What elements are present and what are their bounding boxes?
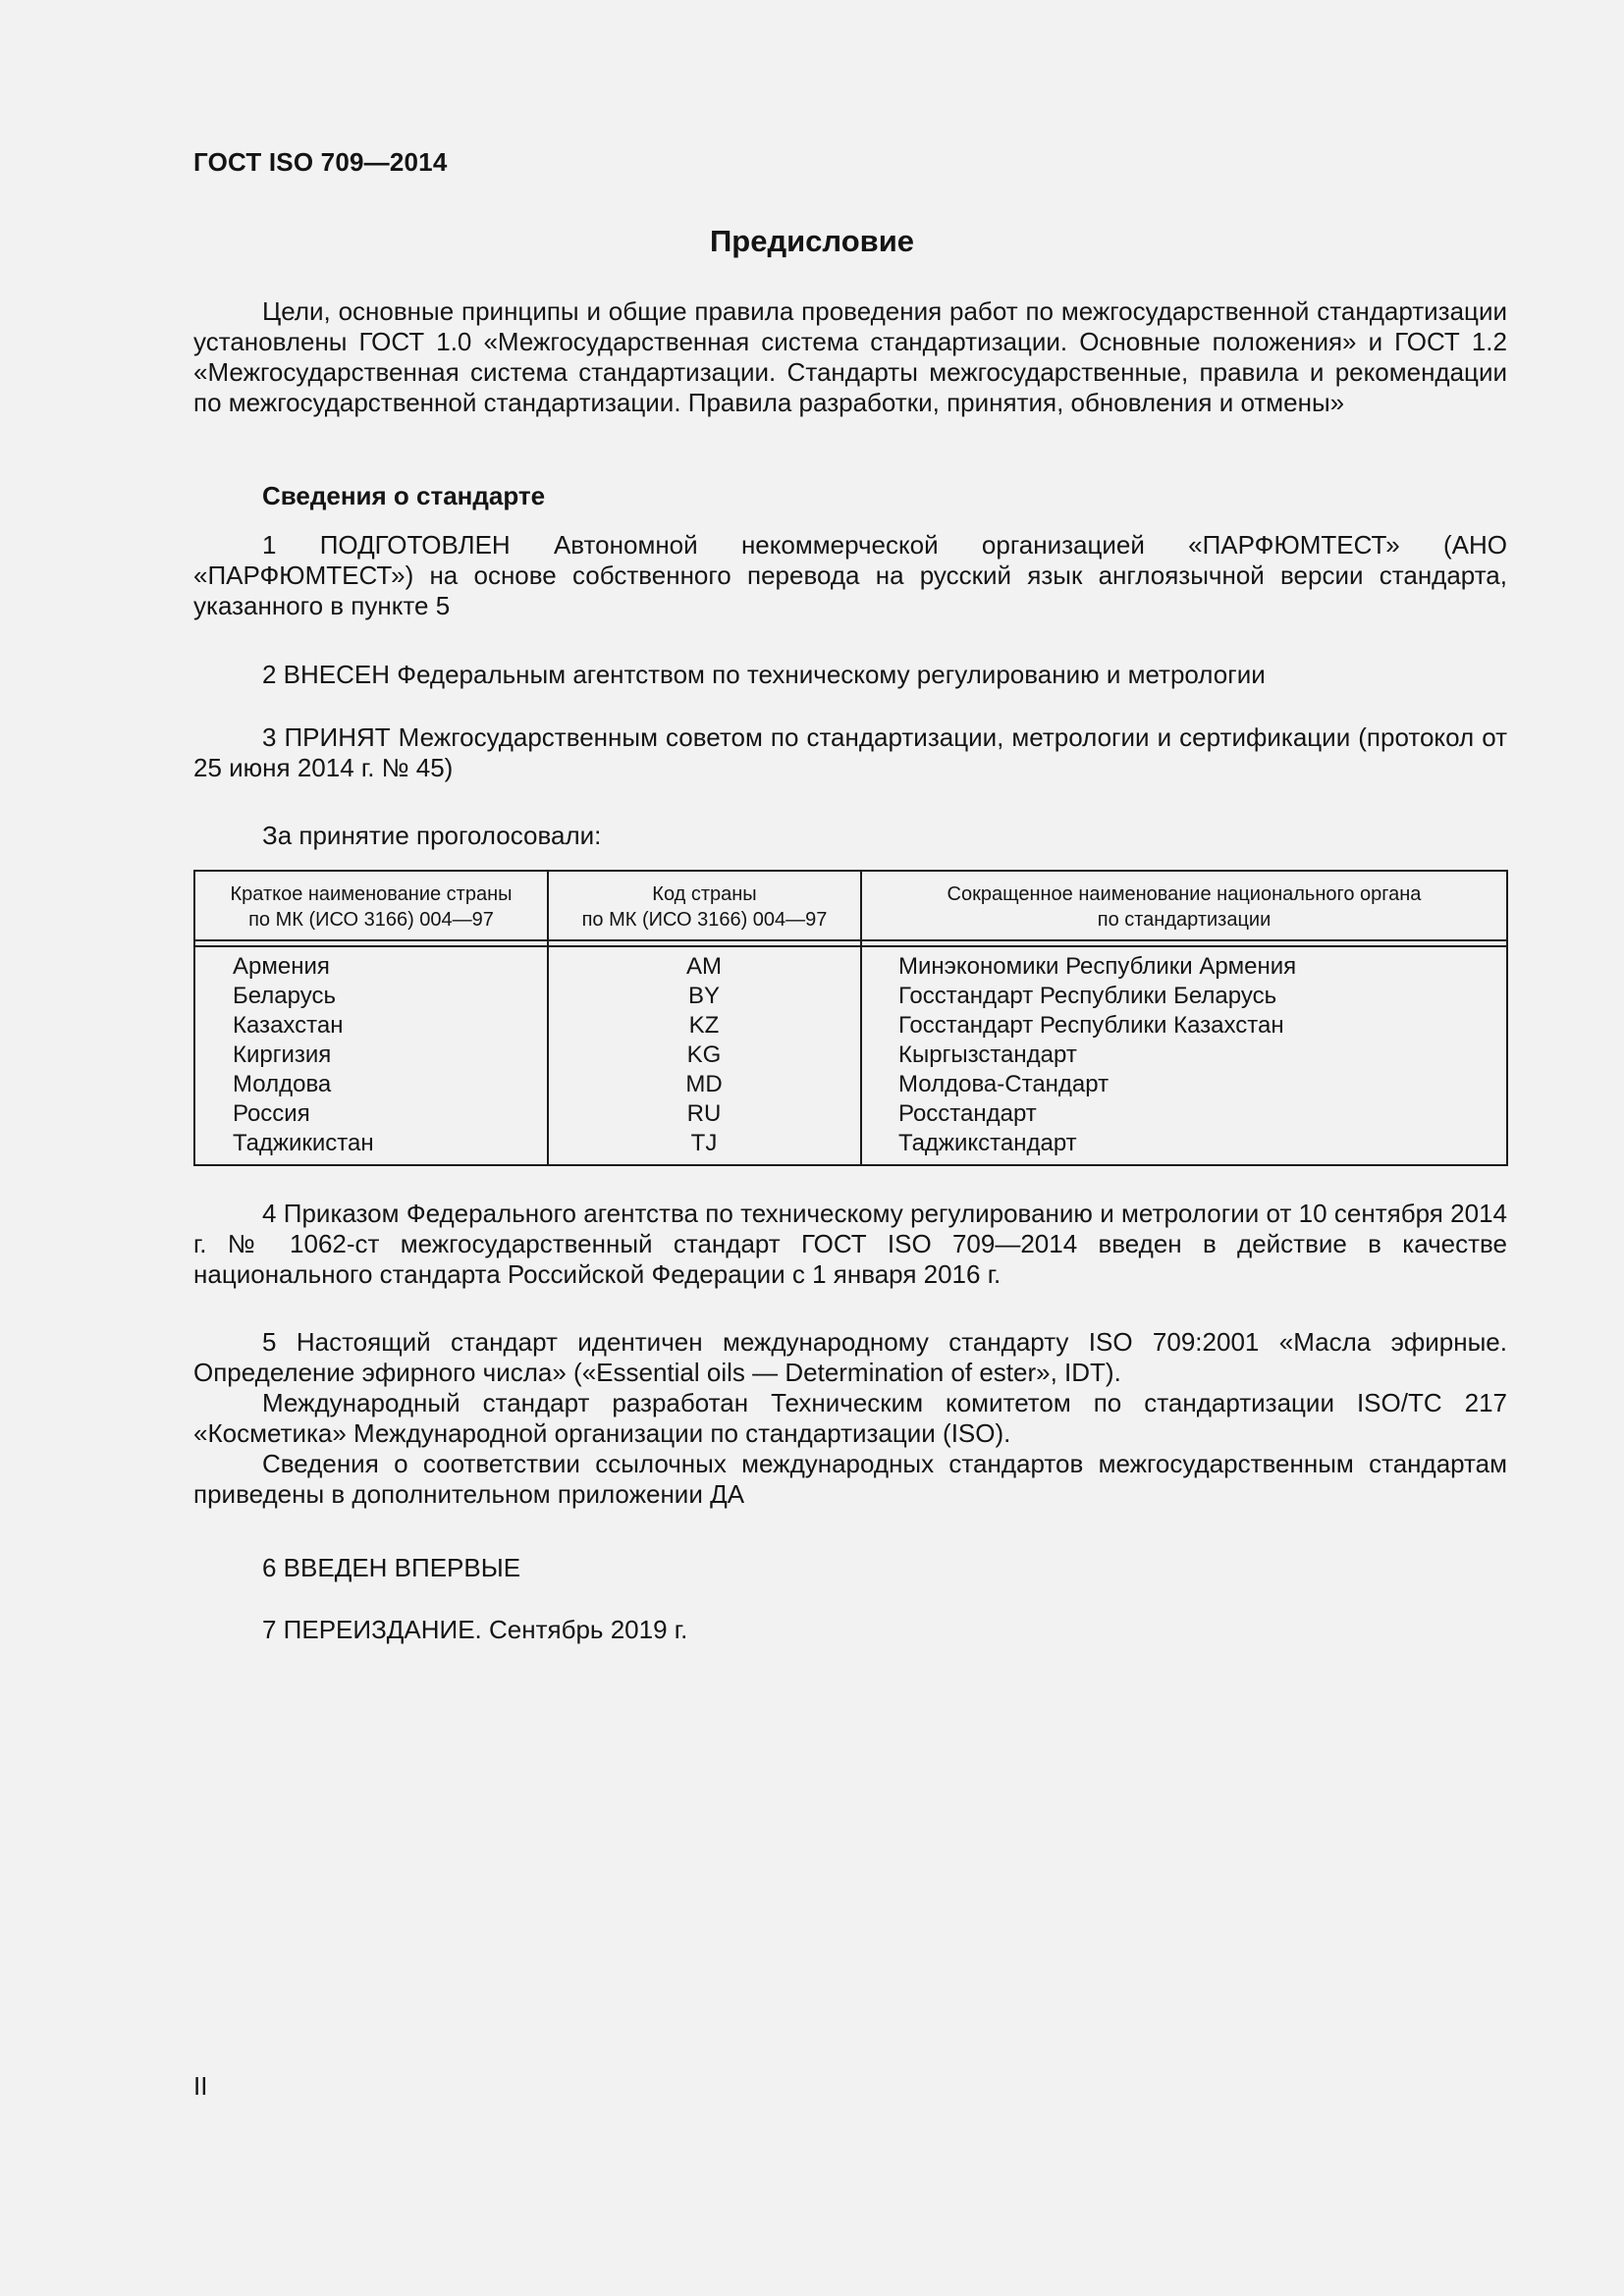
item-2-paragraph: 2 ВНЕСЕН Федеральным агентством по техническому регулированию и метрологии bbox=[262, 660, 1266, 689]
country-name: Беларусь bbox=[233, 983, 336, 1009]
table-header-divider bbox=[195, 939, 1506, 941]
country-name: Таджикистан bbox=[233, 1130, 374, 1156]
national-body: Молдова-Стандарт bbox=[898, 1071, 1110, 1097]
header-line: Краткое наименование страны bbox=[230, 883, 513, 905]
national-body: Госстандарт Республики Беларусь bbox=[898, 983, 1277, 1009]
country-code: BY bbox=[687, 983, 720, 1009]
country-name: Казахстан bbox=[233, 1012, 344, 1039]
country-name: Россия bbox=[233, 1100, 310, 1127]
item-5-references-paragraph: Сведения о соответствии ссылочных международных стандартов межгосударственным стандартам приведены в дополнительном приложении ДА bbox=[193, 1449, 1507, 1509]
item-1-paragraph: 1 ПОДГОТОВЛЕН Автономной некоммерческой организацией «ПАРФЮМТЕСТ» (АНО «ПАРФЮМТЕСТ») на основе собственного перевода на русский язык англоязычной версии стандарта, указанного в пункте 5 bbox=[193, 530, 1507, 620]
item-5-committee-paragraph: Международный стандарт разработан Техническим комитетом по стандартизации ISO/TC 217 «Косметика» Международной организации по стандартизации (ISO). bbox=[193, 1388, 1507, 1448]
table-row bbox=[195, 952, 1506, 982]
country-code: AM bbox=[686, 953, 722, 980]
vote-intro: За принятие проголосовали: bbox=[262, 821, 602, 850]
table-header-divider bbox=[195, 945, 1506, 947]
country-name: Киргизия bbox=[233, 1041, 332, 1068]
item-4-paragraph: 4 Приказом Федерального агентства по техническому регулированию и метрологии от 10 сентября 2014 г. № 1062-ст межгосударственный стандарт ГОСТ ISO 709—2014 введен в действие в качестве национального стандарта Российской Федерации с 1 января 2016 г. bbox=[193, 1199, 1507, 1289]
header-line: по МК (ИСО 3166) 004—97 bbox=[581, 909, 828, 931]
table-header-code bbox=[549, 881, 860, 933]
item-3-paragraph: 3 ПРИНЯТ Межгосударственным советом по стандартизации, метрологии и сертификации (протокол от 25 июня 2014 г. № 45) bbox=[193, 722, 1507, 782]
header-line: по стандартизации bbox=[1097, 909, 1272, 931]
national-body: Таджикстандарт bbox=[898, 1130, 1077, 1156]
page-number: II bbox=[193, 2071, 208, 2101]
country-name: Армения bbox=[233, 953, 330, 980]
page-title: Предисловие bbox=[709, 224, 914, 258]
item-6-paragraph: 6 ВВЕДЕН ВПЕРВЫЕ bbox=[262, 1553, 521, 1582]
intro-paragraph: Цели, основные принципы и общие правила проведения работ по межгосударственной стандартизации установлены ГОСТ 1.0 «Межгосударственная система стандартизации. Основные положения» и ГОСТ 1.2 «Межгосударственная система стандартизации. Стандарты межгосударственные, правила и рекомендации по межгосударственной стандартизации. Правила разработки, принятия, обновления и отмены» bbox=[193, 296, 1507, 417]
voting-table bbox=[193, 870, 1508, 1166]
table-row bbox=[195, 1011, 1506, 1041]
national-body: Госстандарт Республики Казахстан bbox=[898, 1012, 1284, 1039]
table-row bbox=[195, 1041, 1506, 1070]
national-body: Минэкономики Республики Армения bbox=[898, 953, 1297, 980]
country-code: MD bbox=[685, 1071, 723, 1097]
country-code: TJ bbox=[690, 1130, 718, 1156]
item-7-paragraph: 7 ПЕРЕИЗДАНИЕ. Сентябрь 2019 г. bbox=[262, 1615, 688, 1644]
table-row bbox=[195, 1099, 1506, 1129]
national-body: Кыргызстандарт bbox=[898, 1041, 1077, 1068]
item-5-paragraph: 5 Настоящий стандарт идентичен международному стандарту ISO 709:2001 «Масла эфирные. Определение эфирного числа» («Essential oils — Determination of ester», IDT). bbox=[193, 1327, 1507, 1387]
country-code: KG bbox=[686, 1041, 722, 1068]
country-code: RU bbox=[686, 1100, 722, 1127]
table-header-body bbox=[862, 881, 1506, 933]
header-line: по МК (ИСО 3166) 004—97 bbox=[248, 909, 494, 931]
national-body: Росстандарт bbox=[898, 1100, 1037, 1127]
header-line: Сокращенное наименование национального органа bbox=[947, 883, 1422, 905]
section-heading: Сведения о стандарте bbox=[262, 481, 546, 510]
table-row bbox=[195, 1070, 1506, 1099]
country-code: KZ bbox=[688, 1012, 720, 1039]
table-row bbox=[195, 1129, 1506, 1158]
table-row bbox=[195, 982, 1506, 1011]
document-code-header: ГОСТ ISO 709—2014 bbox=[193, 147, 448, 177]
country-name: Молдова bbox=[233, 1071, 332, 1097]
header-line: Код страны bbox=[652, 883, 757, 905]
table-header-country bbox=[195, 881, 547, 933]
table-body bbox=[195, 952, 1506, 1158]
